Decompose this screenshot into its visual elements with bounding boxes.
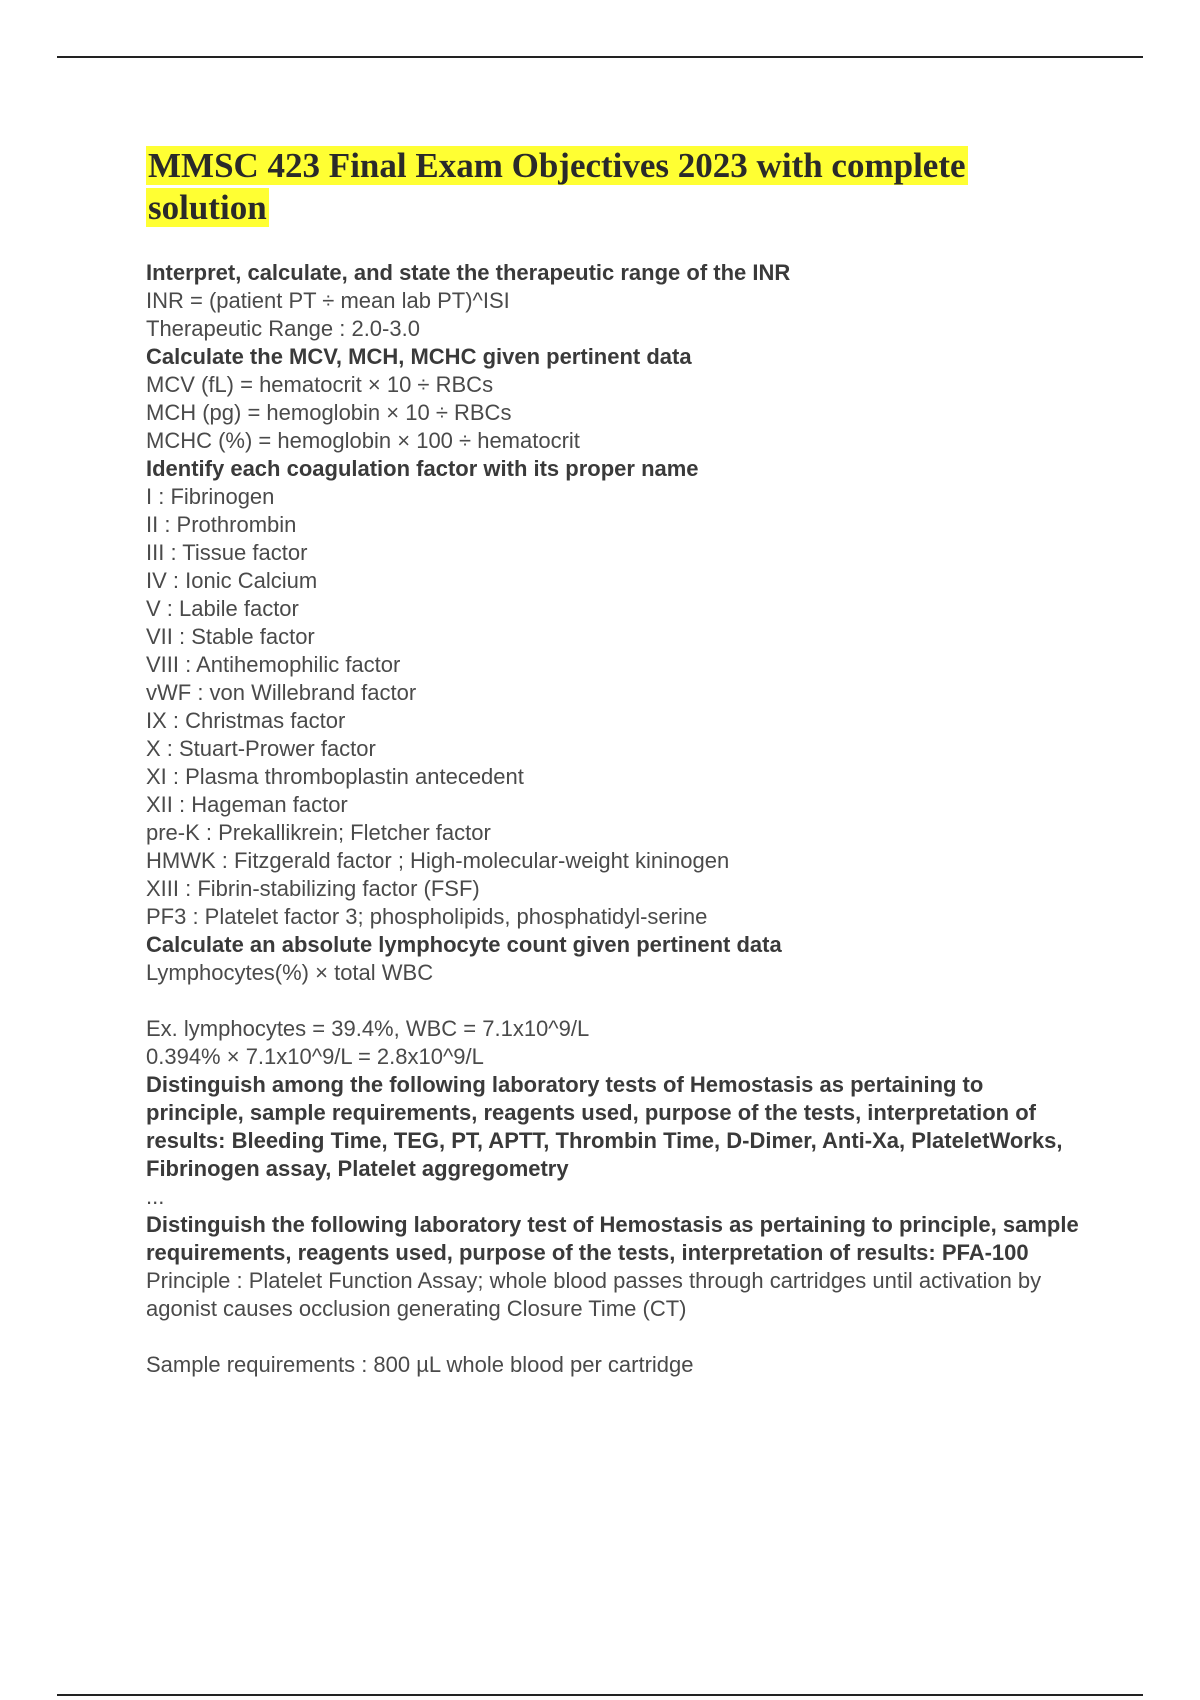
factor-item: pre-K : Prekallikrein; Fletcher factor	[146, 820, 491, 845]
lymph-formula: Lymphocytes(%) × total WBC	[146, 960, 434, 985]
factor-item: XI : Plasma thromboplastin antecedent	[146, 764, 524, 789]
factor-item: I : Fibrinogen	[146, 484, 275, 509]
factor-item: XII : Hageman factor	[146, 792, 348, 817]
mcv-formula: MCV (fL) = hematocrit × 10 ÷ RBCs	[146, 372, 494, 397]
blank-line	[146, 987, 1086, 1015]
inr-range: Therapeutic Range : 2.0-3.0	[146, 316, 420, 341]
factor-item: III : Tissue factor	[146, 540, 308, 565]
factor-item: X : Stuart-Prower factor	[146, 736, 376, 761]
document-title	[146, 145, 1046, 229]
factor-item: XIII : Fibrin-stabilizing factor (FSF)	[146, 876, 480, 901]
lymph-example: Ex. lymphocytes = 39.4%, WBC = 7.1x10^9/L	[146, 1016, 590, 1041]
top-rule	[57, 56, 1143, 58]
title-highlight: MMSC 423 Final Exam Objectives 2023 with complete solution	[148, 146, 966, 227]
factors-question: Identify each coagulation factor with its proper name	[146, 456, 699, 481]
hemostasis-ellipsis: ...	[146, 1184, 165, 1209]
factor-item: VII : Stable factor	[146, 624, 315, 649]
hemostasis-question: Distinguish among the following laboratory tests of Hemostasis as pertaining to principle, sample requirements, reagents used, purpose of the tests, interpretation of results: Bleeding Time, TEG, PT, APTT, Thrombin Time, D-Dimer, Anti-Xa, PlateletWorks, Fibrinogen assay, Platelet aggregometry	[146, 1072, 1069, 1181]
document-content	[146, 145, 1086, 1379]
factor-item: VIII : Antihemophilic factor	[146, 652, 401, 677]
mchc-formula: MCHC (%) = hemoglobin × 100 ÷ hematocrit	[146, 428, 580, 453]
factor-item: vWF : von Willebrand factor	[146, 680, 417, 705]
pfa-question: Distinguish the following laboratory test of Hemostasis as pertaining to principle, sample requirements, reagents used, purpose of the tests, interpretation of results: PFA-100	[146, 1212, 1085, 1265]
pfa-sample: Sample requirements : 800 µL whole blood per cartridge	[146, 1352, 694, 1377]
pfa-principle: Principle : Platelet Function Assay; whole blood passes through cartridges until activation by agonist causes occlusion generating Closure Time (CT)	[146, 1268, 1048, 1321]
inr-formula: INR = (patient PT ÷ mean lab PT)^ISI	[146, 288, 510, 313]
factor-item: IV : Ionic Calcium	[146, 568, 318, 593]
mch-formula: MCH (pg) = hemoglobin × 10 ÷ RBCs	[146, 400, 512, 425]
factor-item: V : Labile factor	[146, 596, 299, 621]
lymph-question: Calculate an absolute lymphocyte count given pertinent data	[146, 932, 782, 957]
factor-item: PF3 : Platelet factor 3; phospholipids, phosphatidyl-serine	[146, 904, 708, 929]
indices-question: Calculate the MCV, MCH, MCHC given pertinent data	[146, 344, 692, 369]
inr-question: Interpret, calculate, and state the therapeutic range of the INR	[146, 260, 791, 285]
factor-item: II : Prothrombin	[146, 512, 297, 537]
document-body	[146, 259, 1086, 1379]
factor-item: IX : Christmas factor	[146, 708, 346, 733]
bottom-rule	[57, 1694, 1143, 1696]
blank-line	[146, 1323, 1086, 1351]
factor-item: HMWK : Fitzgerald factor ; High-molecular-weight kininogen	[146, 848, 730, 873]
lymph-result: 0.394% × 7.1x10^9/L = 2.8x10^9/L	[146, 1044, 484, 1069]
